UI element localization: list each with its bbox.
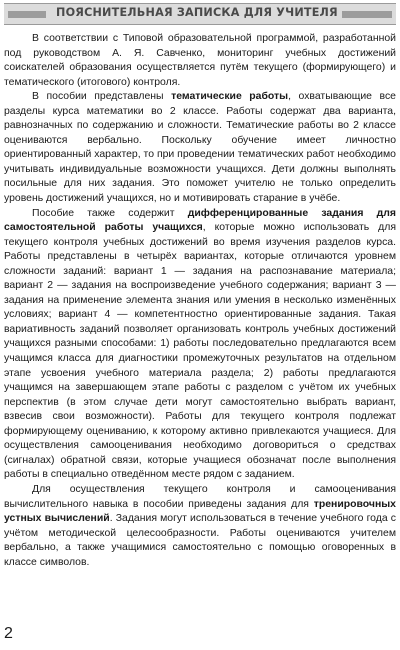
- paragraph-text: Пособие также содержит: [32, 207, 188, 219]
- paragraph-bold-term: тренировочных устных вычислений: [4, 498, 396, 525]
- paragraph-intro: [4, 32, 396, 90]
- paragraph-text: В пособии представлены: [32, 91, 172, 103]
- paragraph-text: Для осуществления текущего контроля и самооценивания вычислительного навыка в пособии приведены задания для: [4, 483, 396, 510]
- paragraph-oral-calculations: [4, 483, 396, 570]
- paragraph-differentiated-tasks: [4, 207, 396, 483]
- paragraph-bold-term: тематические работы: [171, 91, 289, 103]
- header-title: ПОЯСНИТЕЛЬНАЯ ЗАПИСКА ДЛЯ УЧИТЕЛЯ: [56, 6, 338, 19]
- header-decor-bar-left: [8, 11, 46, 18]
- paragraph-text: . Задания могут использоваться в течение учебного года с учётом методической целесообразности. Работы оцениваются учителем вербально, а также учащимися самостоятельно с помощью оговоренных в классе символов.: [4, 513, 396, 568]
- paragraph-thematic-works: [4, 90, 396, 206]
- body-text: [4, 32, 396, 570]
- header-decor-bar-right: [342, 11, 392, 18]
- paragraph-text: , которые можно использовать для текущего контроля учебных достижений во время изучения разделов курса. Работы представлены в четырёх вариантах, которые отличаются уровнем сложности заданий: вариант 1 — задания на распознавание материала; вариант 2 — задания на воспроизведение учебного содержания; вариант 3 — задания на применение элемента знания или умения в несколько изменённых условиях; вариант 4 — компетентностно ориентированные задания. Такая вариативность заданий позволяет организовать контроль учебных достижений учащихся разными способами: 1) работы последовательно предлагаются всем учащимся класса для диагностики промежуточных результатов на отдельном этапе усвоения учебного материала раздела; 2) работы предлагаются учащимся на завершающем этапе работы с разделом с учётом их учебных перспектив (в этом случае дети могут самостоятельно выбрать вариант, взвесив свои возможности). Работы для текущего контроля подлежат формирующему оцениванию, к которому активно привлекаются учащиеся. Для осуществления самооценивания необходимо договориться о средствах (сигналах) обратной связи, которые учащиеся обозначат после выполнения работы в специально отведённом месте рядом с заданием.: [4, 222, 396, 481]
- paragraph-text: В соответствии с Типовой образовательной программой, разработанной под руководством А. Я. Савченко, мониторинг учебных достижений соискателей образования осуществляется путём текущего (формирующего) и тематического (итогового) контроля.: [4, 33, 396, 88]
- paragraph-bold-term: дифференцированные задания для самостоятельной работы учащихся: [4, 207, 396, 234]
- running-header: [4, 3, 396, 25]
- page-number: 2: [4, 625, 13, 642]
- paragraph-text: , охватывающие все разделы курса математики во 2 классе. Работы содержат два варианта, равнозначных по содержанию и сложности. Тематические работы во 2 классе оцениваются вербально. Поскольку обучение имеет личностно ориентированный характер, то при проведении тематических работ необходимо учитывать индивидуальные возможности учащихся. Дети должны выполнять посильные для них задания. Это поможет учителю не только определить уровень достижений учащихся, но и мотивировать старание в учёбе.: [4, 91, 396, 205]
